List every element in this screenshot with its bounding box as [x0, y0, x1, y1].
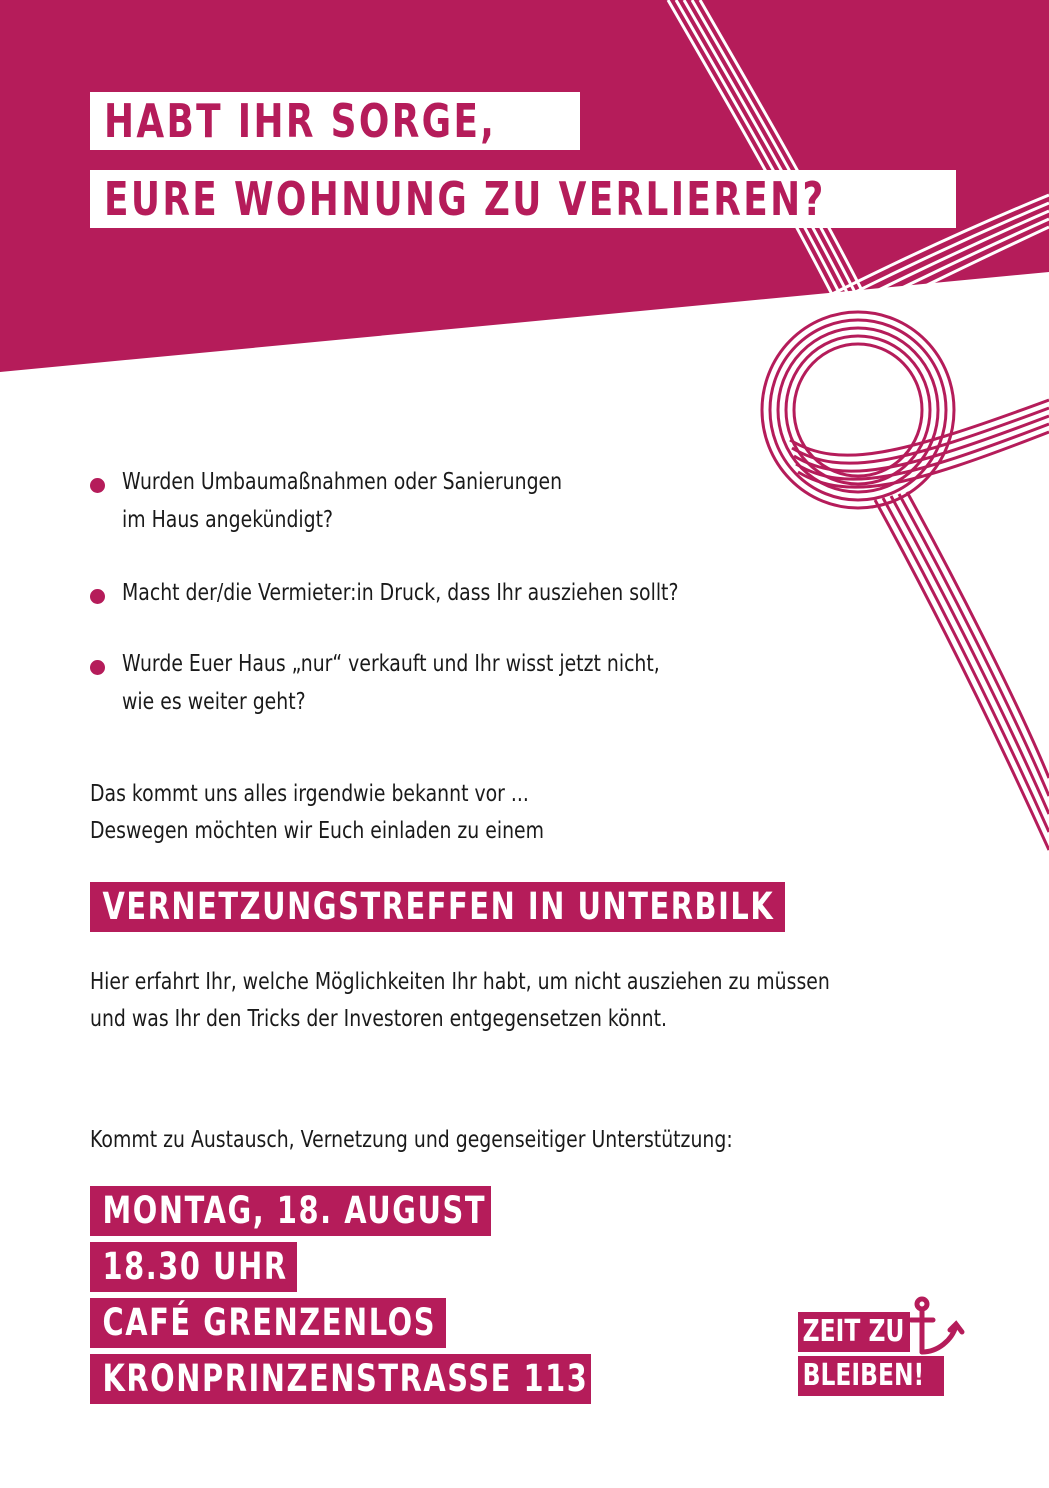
- event-time-band: [90, 1242, 297, 1292]
- bullet-dot: [90, 478, 105, 493]
- event-venue: CAFÉ GRENZENLOS: [102, 1301, 437, 1344]
- rope-lower-strand: [875, 492, 1049, 850]
- question-3-text: Wurde Euer Haus „nur“ verkauft und Ihr wisst jetzt nicht, wie es weiter geht?: [122, 651, 660, 715]
- event-address-band: [90, 1354, 591, 1404]
- zeit-zu-bleiben-logo: [798, 1296, 968, 1402]
- description-line-1: Hier erfahrt Ihr, welche Möglichkeiten Ihr habt, um nicht ausziehen zu müssen: [90, 969, 830, 995]
- headline-line-1: [90, 92, 580, 150]
- intro-line-1: Das kommt uns alles irgendwie bekannt vor ...: [90, 781, 529, 807]
- event-title-band: [90, 882, 785, 932]
- question-2-text: Macht der/die Vermieter:in Druck, dass Ihr ausziehen sollt?: [122, 580, 679, 606]
- anchor-icon: [908, 1296, 968, 1376]
- event-time: 18.30 UHR: [102, 1245, 288, 1288]
- event-date-band: [90, 1186, 491, 1236]
- bullet-dot: [90, 589, 105, 604]
- headline-text-1: HABT IHR SORGE,: [104, 94, 497, 148]
- logo-line-1: ZEIT ZU: [802, 1314, 905, 1349]
- intro-line-2: Deswegen möchten wir Euch einladen zu einem: [90, 818, 545, 844]
- description-line-2: und was Ihr den Tricks der Investoren entgegensetzen könnt.: [90, 1006, 667, 1032]
- event-title: VERNETZUNGSTREFFEN IN UNTERBILK: [102, 885, 775, 928]
- headline-text-2: EURE WOHNUNG ZU VERLIEREN?: [104, 172, 826, 226]
- event-address: KRONPRINZENSTRASSE 113: [102, 1357, 589, 1400]
- description-text: [90, 964, 830, 1038]
- event-venue-band: [90, 1298, 446, 1348]
- event-date: MONTAG, 18. AUGUST: [102, 1189, 487, 1232]
- intro-text: [90, 776, 544, 850]
- logo-line-1-box: [798, 1312, 910, 1352]
- bullet-dot: [90, 660, 105, 675]
- headline-line-2: [90, 170, 956, 228]
- logo-line-2: BLEIBEN!: [802, 1358, 925, 1393]
- question-1-text: Wurden Umbaumaßnahmen oder Sanierungen im Haus angekündigt?: [122, 469, 563, 533]
- call-to-action: Kommt zu Austausch, Vernetzung und gegenseitiger Unterstützung:: [90, 1127, 733, 1153]
